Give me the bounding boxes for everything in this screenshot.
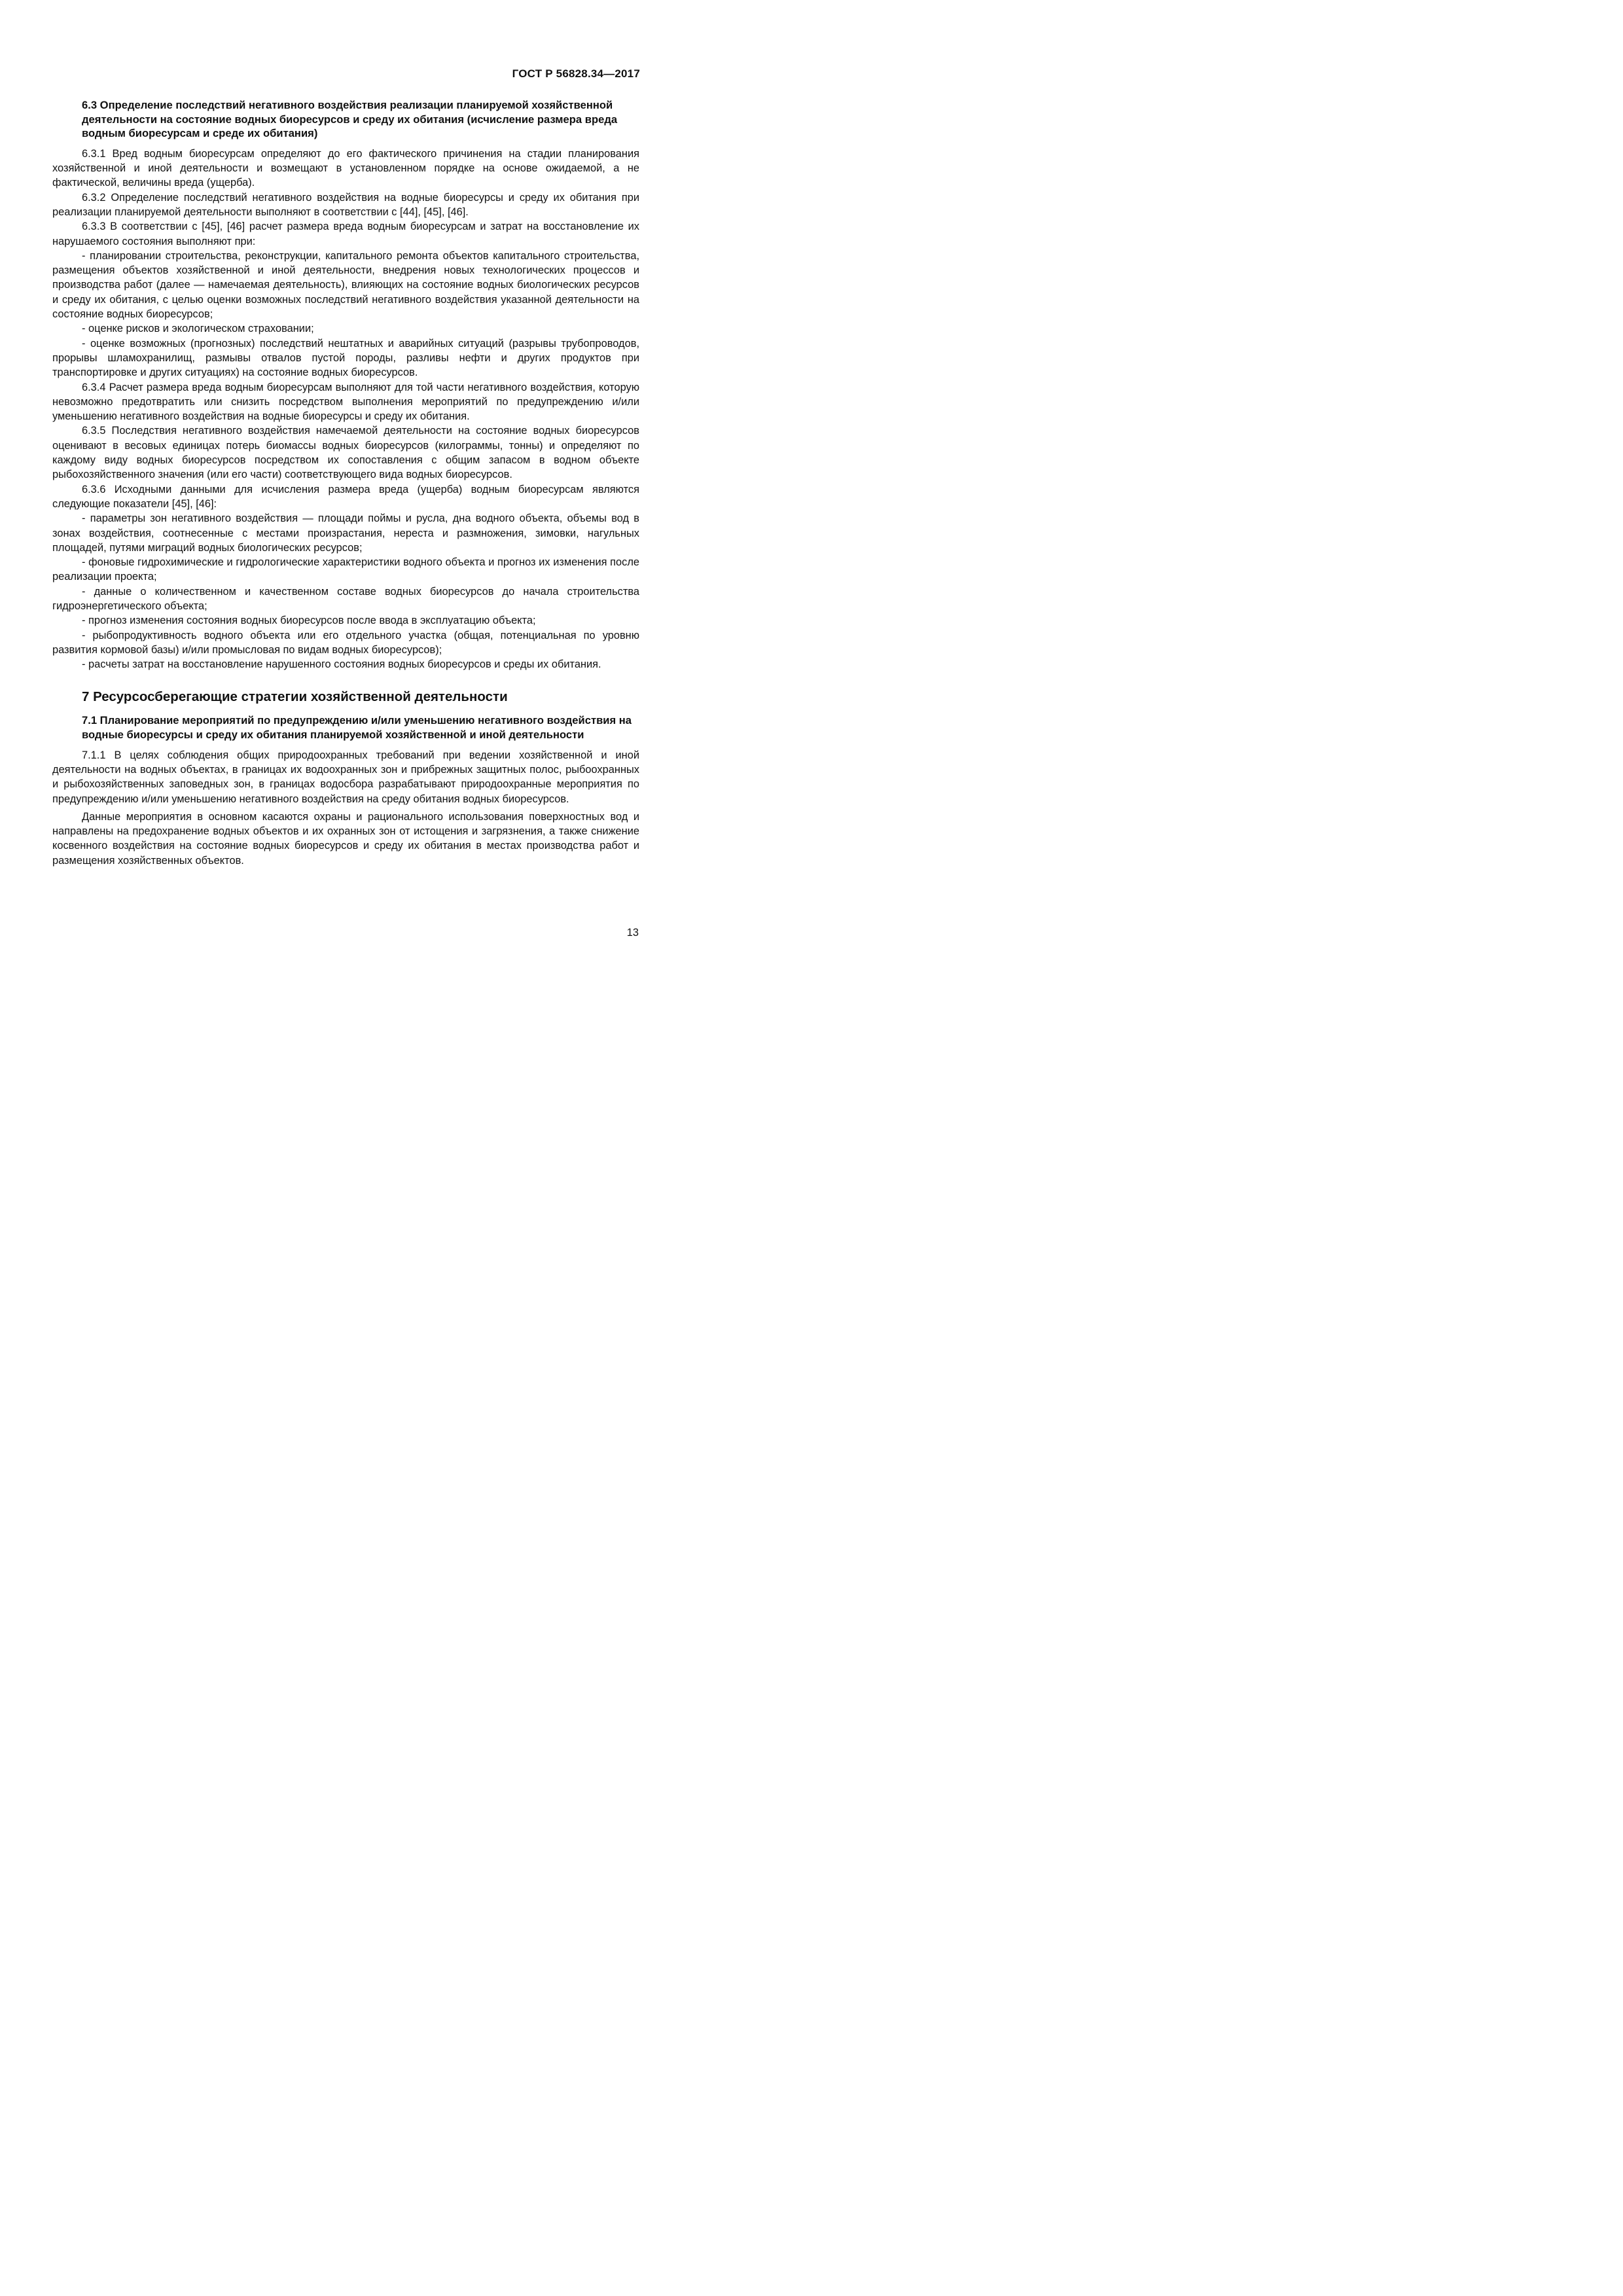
paragraph-6-3-4: 6.3.4 Расчет размера вреда водным биоресурсам выполняют для той части негативного воздействия, которую невозможно предотвратить или снизить посредством выполнения мероприятий по предупреждению и/или уменьшению негативного воздействия на водные биоресурсы и среду их обитания. [52,381,639,423]
section-7-title: 7 Ресурсосберегающие стратегии хозяйственной деятельности [82,689,508,705]
section-7-1-title: 7.1 Планирование мероприятий по предупреждению и/или уменьшению негативного воздействия на водные биоресурсы и среду их обитания планируемой хозяйственной и иной деятельности [82,714,632,742]
document-page [0,0,720,1016]
list-item: - расчеты затрат на восстановление нарушенного состояния водных биоресурсов и среды их обитания. [82,658,601,671]
paragraph-6-3-3: 6.3.3 В соответствии с [45], [46] расчет размера вреда водным биоресурсам и затрат на восстановление их нарушаемого состояния выполняют при: [52,221,639,247]
list-item: - планировании строительства, реконструкции, капитального ремонта объектов капитального строительства, размещения объектов хозяйственной и иной деятельности, внедрения новых технологических процессов и производства работ (далее — намечаемая деятельность), влияющих на состояние водных биологических ресурсов и среду их обитания, с целью оценки возможных последствий негативного воздействия указанной деятельности на состояние водных биоресурсов; [52,249,639,321]
page-number: 13 [626,927,639,939]
section-6-3-title: 6.3 Определение последствий негативного воздействия реализации планируемой хозяйственной деятельности на состояние водных биоресурсов и среду их обитания (исчисление размера вреда водным биоресурсам и среде их обитания) [82,99,618,140]
list-item: - данные о количественном и качественном составе водных биоресурсов до начала строительства гидроэнергетического объекта; [52,585,639,612]
list-item: - оценке возможных (прогнозных) последствий нештатных и аварийных ситуаций (разрывы трубопроводов, прорывы шламохранилищ, размывы отвалов пустой породы, разливы нефти и других продуктов при транспортировке и других ситуациях) на состояние водных биоресурсов. [52,337,639,379]
page-content [52,98,639,868]
list-item: - параметры зон негативного воздействия — площади поймы и русла, дна водного объекта, объемы вод в зонах воздействия, соотнесенные с местами произрастания, нереста и размножения, зимовки, нагульных площадей, путями миграций водных биологических ресурсов; [52,512,639,554]
list-item: - оценке рисков и экологическом страховании; [82,323,314,335]
paragraph-6-3-1: 6.3.1 Вред водным биоресурсам определяют до его фактического причинения на стадии планирования хозяйственной и иной деятельности и возмещают в установленном порядке на основе ожидаемой, а не фактической, величины вреда (ущерба). [52,147,639,189]
document-code: ГОСТ Р 56828.34—2017 [512,67,640,80]
paragraph-7-1-1-continued: Данные мероприятия в основном касаются охраны и рационального использования поверхностных вод и направлены на предохранение водных объектов и их охранных зон от истощения и загрязнения, а также снижение косвенного воздействия на состояние водных биоресурсов и среду их обитания в местах производства работ и размещения хозяйственных объектов. [52,810,639,867]
list-item: - фоновые гидрохимические и гидрологические характеристики водного объекта и прогноз их изменения после реализации проекта; [52,556,639,583]
list-item: - прогноз изменения состояния водных биоресурсов после ввода в эксплуатацию объекта; [82,615,536,627]
paragraph-7-1-1: 7.1.1 В целях соблюдения общих природоохранных требований при ведении хозяйственной и иной деятельности на водных объектах, в границах их водоохранных зон и прибрежных защитных полос, рыбоохранных и рыбохозяйственных заповедных зон, в границах водосбора разрабатывают природоохранные мероприятия по предупреждению и/или уменьшению негативного воздействия на среду обитания водных биоресурсов. [52,749,639,805]
paragraph-6-3-5: 6.3.5 Последствия негативного воздействия намечаемой деятельности на состояние водных биоресурсов оценивают в весовых единицах потерь биомассы водных биоресурсов (килограммы, тонны) и определяют по каждому виду водных биоресурсов посредством их сопоставления с общим запасом в водном объекте рыбохозяйственного значения (или его части) соответствующего вида водных биоресурсов. [52,425,639,481]
paragraph-6-3-2: 6.3.2 Определение последствий негативного воздействия на водные биоресурсы и среду их обитания при реализации планируемой деятельности выполняют в соответствии с [44], [45], [46]. [52,191,639,218]
paragraph-6-3-6: 6.3.6 Исходными данными для исчисления размера вреда (ущерба) водным биоресурсам являются следующие показатели [45], [46]: [52,483,639,510]
list-item: - рыбопродуктивность водного объекта или его отдельного участка (общая, потенциальная по уровню развития кормовой базы) и/или промысловая по видам водных биоресурсов); [52,629,639,656]
